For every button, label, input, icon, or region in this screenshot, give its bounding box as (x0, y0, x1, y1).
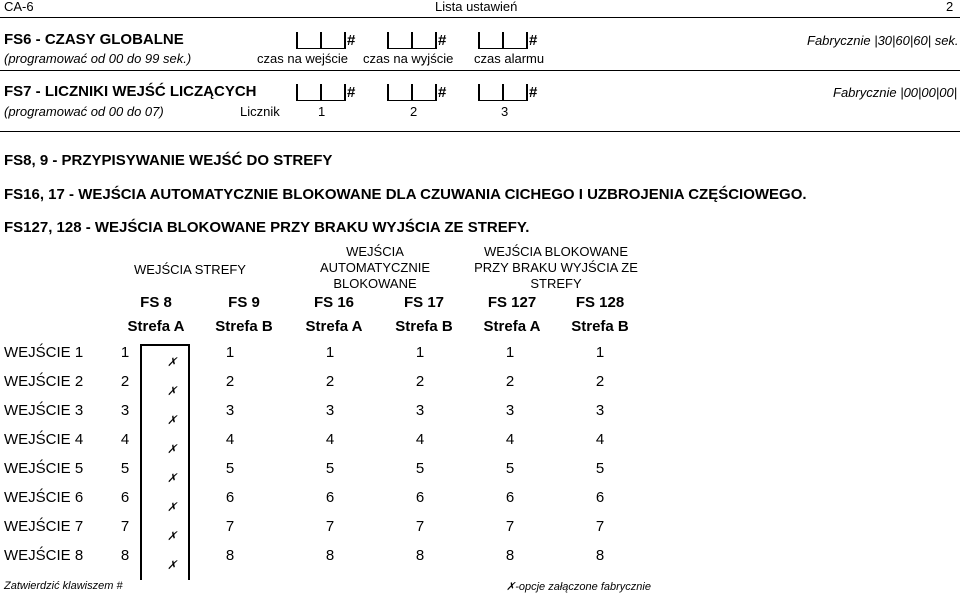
cell-input-8-col-6[interactable]: 8 (595, 547, 605, 564)
table-col-divider-1 (140, 344, 142, 580)
header-left: CA-6 (4, 0, 34, 14)
fs-header-2: FS 9 (228, 294, 260, 311)
cell-input-8-col-4[interactable]: 8 (415, 547, 425, 564)
cell-input-1-col-5[interactable]: 1 (505, 344, 515, 361)
cell-input-7-col-1[interactable]: 7 (120, 518, 130, 535)
cell-input-6-col-1[interactable]: 6 (120, 489, 130, 506)
fs6-default: Fabrycznie |30|60|60| sek. (807, 33, 959, 48)
cell-input-6-col-5[interactable]: 6 (505, 489, 515, 506)
cell-input-2-col-2[interactable]: 2 (225, 373, 235, 390)
fs6-label-exit-time: czas na wyjście (363, 51, 454, 66)
default-mark-input-1: ✗ (167, 355, 178, 369)
cell-input-1-col-2[interactable]: 1 (225, 344, 235, 361)
cell-input-3-col-1[interactable]: 3 (120, 402, 130, 419)
default-mark-input-3: ✗ (167, 413, 178, 427)
group-header-exit-blocked: WEJŚCIA BLOKOWANE PRZY BRAKU WYJŚCIA ZE STREFY (474, 244, 638, 291)
row-label-input-4: WEJŚCIE 4 (4, 431, 84, 448)
cell-input-1-col-6[interactable]: 1 (595, 344, 605, 361)
cell-input-6-col-2[interactable]: 6 (225, 489, 235, 506)
fs6-entry-field-3[interactable]: # (478, 32, 537, 49)
default-mark-input-2: ✗ (167, 384, 178, 398)
cell-input-4-col-2[interactable]: 4 (225, 431, 235, 448)
fs6-label-alarm-time: czas alarmu (474, 51, 545, 66)
fs-header-3: FS 16 (313, 294, 355, 311)
cell-input-6-col-6[interactable]: 6 (595, 489, 605, 506)
fs7-counter-3: 3 (501, 104, 509, 119)
fs7-entry-field-3[interactable]: # (478, 84, 537, 101)
row-label-input-6: WEJŚCIE 6 (4, 489, 84, 506)
header-title: Lista ustawień (435, 0, 518, 14)
cell-input-5-col-2[interactable]: 5 (225, 460, 235, 477)
fs7-counter-2: 2 (410, 104, 418, 119)
cell-input-4-col-1[interactable]: 4 (120, 431, 130, 448)
cell-input-5-col-6[interactable]: 5 (595, 460, 605, 477)
fs16-title: FS16, 17 - WEJŚCIA AUTOMATYCZNIE BLOKOWANE DLA CZUWANIA CICHEGO I UZBROJENIA CZĘŚCIOWEGO. (4, 186, 807, 203)
cell-input-3-col-5[interactable]: 3 (505, 402, 515, 419)
zone-header-5: Strefa A (483, 318, 541, 335)
zone-header-4: Strefa B (395, 318, 453, 335)
fs6-title: FS6 - CZASY GLOBALNE (4, 31, 184, 48)
cell-input-5-col-5[interactable]: 5 (505, 460, 515, 477)
cell-input-3-col-6[interactable]: 3 (595, 402, 605, 419)
fs6-subtitle: (programować od 00 do 99 sek.) (4, 51, 192, 66)
header-page-number: 2 (946, 0, 954, 14)
table-top-rule (140, 344, 189, 346)
cell-input-7-col-2[interactable]: 7 (225, 518, 235, 535)
row-label-input-8: WEJŚCIE 8 (4, 547, 84, 564)
default-mark-input-7: ✗ (167, 529, 178, 543)
group-header-zone-inputs: WEJŚCIA STREFY (134, 262, 246, 277)
fs6-label-entry-time: czas na wejście (257, 51, 349, 66)
cell-input-4-col-6[interactable]: 4 (595, 431, 605, 448)
fs7-counter-1: 1 (318, 104, 326, 119)
row-label-input-2: WEJŚCIE 2 (4, 373, 84, 390)
zone-header-6: Strefa B (571, 318, 629, 335)
cell-input-5-col-1[interactable]: 5 (120, 460, 130, 477)
fs7-default: Fabrycznie |00|00|00| (833, 85, 958, 100)
default-mark-input-8: ✗ (167, 558, 178, 572)
cell-input-2-col-1[interactable]: 2 (120, 373, 130, 390)
fs-header-1: FS 8 (140, 294, 172, 311)
cell-input-2-col-5[interactable]: 2 (505, 373, 515, 390)
fs127-title: FS127, 128 - WEJŚCIA BLOKOWANE PRZY BRAKU WYJŚCIA ZE STREFY. (4, 219, 530, 236)
cell-input-8-col-5[interactable]: 8 (505, 547, 515, 564)
fs-header-5: FS 127 (487, 294, 537, 311)
cell-input-4-col-3[interactable]: 4 (325, 431, 335, 448)
row-label-input-1: WEJŚCIE 1 (4, 344, 84, 361)
cell-input-3-col-4[interactable]: 3 (415, 402, 425, 419)
fs7-entry-field-2[interactable]: # (387, 84, 446, 101)
cell-input-5-col-4[interactable]: 5 (415, 460, 425, 477)
footer-confirm-note: Zatwierdzić klawiszem # (4, 580, 123, 592)
row-label-input-7: WEJŚCIE 7 (4, 518, 84, 535)
cell-input-6-col-4[interactable]: 6 (415, 489, 425, 506)
default-mark-input-4: ✗ (167, 442, 178, 456)
cell-input-7-col-3[interactable]: 7 (325, 518, 335, 535)
fs8-title: FS8, 9 - PRZYPISYWANIE WEJŚĆ DO STREFY (4, 152, 333, 169)
cell-input-2-col-4[interactable]: 2 (415, 373, 425, 390)
cell-input-2-col-6[interactable]: 2 (595, 373, 605, 390)
default-mark-input-6: ✗ (167, 500, 178, 514)
cell-input-1-col-1[interactable]: 1 (120, 344, 130, 361)
cell-input-7-col-6[interactable]: 7 (595, 518, 605, 535)
cell-input-7-col-4[interactable]: 7 (415, 518, 425, 535)
row-label-input-3: WEJŚCIE 3 (4, 402, 84, 419)
fs7-subtitle: (programować od 00 do 07) (4, 104, 164, 119)
fs6-entry-field-2[interactable]: # (387, 32, 446, 49)
header-divider (0, 17, 960, 18)
zone-header-3: Strefa A (305, 318, 363, 335)
cell-input-8-col-1[interactable]: 8 (120, 547, 130, 564)
fs7-divider (0, 131, 960, 132)
cell-input-4-col-4[interactable]: 4 (415, 431, 425, 448)
fs7-title: FS7 - LICZNIKI WEJŚĆ LICZĄCYCH (4, 83, 257, 100)
zone-header-2: Strefa B (215, 318, 273, 335)
footer-legend: ✗-opcje załączone fabrycznie (506, 581, 651, 593)
cell-input-7-col-5[interactable]: 7 (505, 518, 515, 535)
fs-header-4: FS 17 (403, 294, 445, 311)
cell-input-5-col-3[interactable]: 5 (325, 460, 335, 477)
cell-input-6-col-3[interactable]: 6 (325, 489, 335, 506)
cell-input-3-col-2[interactable]: 3 (225, 402, 235, 419)
fs6-divider (0, 70, 960, 71)
cell-input-8-col-2[interactable]: 8 (225, 547, 235, 564)
group-header-auto-blocked: WEJŚCIA AUTOMATYCZNIE BLOKOWANE (319, 244, 431, 291)
fs6-entry-field-1[interactable]: # (296, 32, 355, 49)
fs-header-6: FS 128 (575, 294, 625, 311)
cell-input-4-col-5[interactable]: 4 (505, 431, 515, 448)
cell-input-2-col-3[interactable]: 2 (325, 373, 335, 390)
cell-input-1-col-4[interactable]: 1 (415, 344, 425, 361)
default-mark-input-5: ✗ (167, 471, 178, 485)
cell-input-1-col-3[interactable]: 1 (325, 344, 335, 361)
fs7-counter-label: Licznik (240, 104, 280, 119)
zone-header-1: Strefa A (127, 318, 185, 335)
row-label-input-5: WEJŚCIE 5 (4, 460, 84, 477)
table-col-divider-2 (188, 344, 190, 580)
fs7-entry-field-1[interactable]: # (296, 84, 355, 101)
cell-input-8-col-3[interactable]: 8 (325, 547, 335, 564)
cell-input-3-col-3[interactable]: 3 (325, 402, 335, 419)
